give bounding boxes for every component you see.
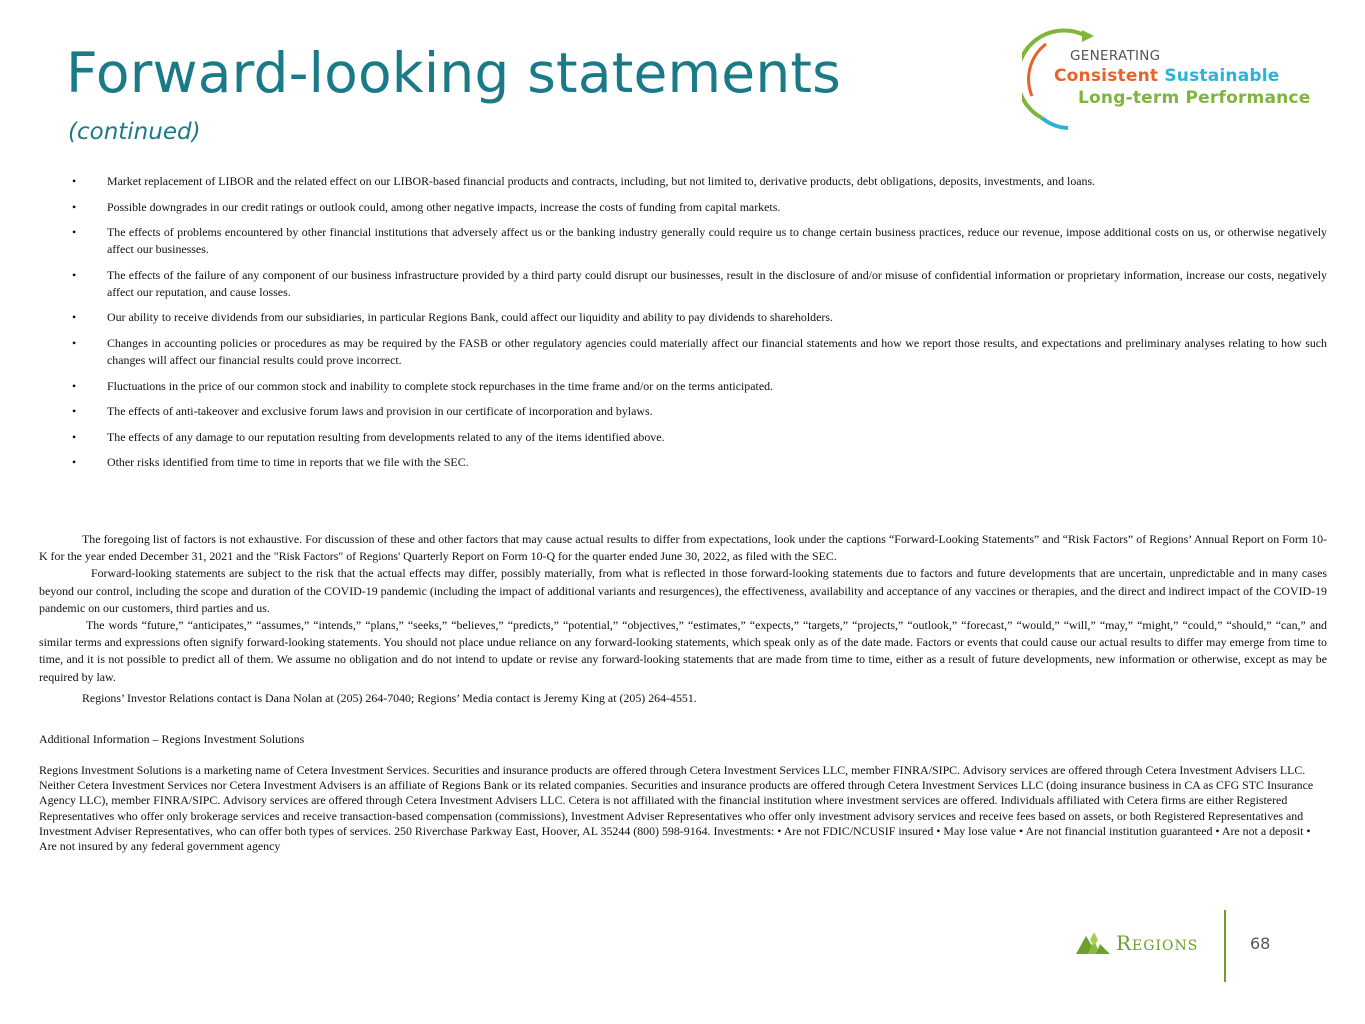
list-item-text: Market replacement of LIBOR and the related effect on our LIBOR-based financial products and contracts, including, but not limited to, derivative products, debt obligations, deposits, investments, and loans. [107,174,1096,188]
list-item [72,429,1327,446]
regions-pyramid-icon [1074,930,1112,956]
disclaimer-paragraph-risk: Forward-looking statements are subject to the risk that the actual effects may differ, possibly materially, from what is reflected in those forward-looking statements due to factors and future developments that are uncertain, unpredictable and in many cases beyond our control, including the scope and duration of the COVID-19 pandemic (including the impact of additional variants and resurgences), the effectiveness, availability and acceptance of any vaccines or therapies, and the direct and indirect impact of the COVID-19 pandemic on our customers, third parties and us. [39,566,1327,615]
bullet-marker: • [72,310,77,325]
contact-line: Regions’ Investor Relations contact is Dana Nolan at (205) 264-7040; Regions’ Media contact is Jeremy King at (205) 264-4551. [82,691,697,705]
page-title: Forward-looking statements [66,41,842,105]
list-item [72,335,1327,369]
bullet-marker: • [72,267,77,282]
list-item [72,403,1327,420]
disclaimer-paragraph-words: The words “future,” “anticipates,” “assumes,” “intends,” “plans,” “seeks,” “believes,” “predicts,” “potential,” “objectives,” “estimates,” “expects,” “targets,” “projects,” “outlook,” “forecast,” “would,” “will,” “may,” “might,” “could,” “should,” “can,” and similar terms and expressions often signify forward-looking statements. You should not place undue reliance on any forward-looking statements, which speak only as of the date made. Factors or events that could cause our actual results to differ may emerge from time to time, and it is not possible to predict all of them. We assume no obligation and do not intend to update or revise any forward-looking statements that are made from time to time, either as a result of future developments, new information or otherwise, except as may be required by law. [39,618,1327,684]
list-item-text: Changes in accounting policies or procedures as may be required by the FASB or other regulatory agencies could materially affect our financial statements and how we report those results, and expectations and preliminary analyses relating to how such changes will affect our financial results could prove incorrect. [107,335,1327,367]
list-item [72,267,1327,301]
disclaimer-body [39,531,1327,686]
bullet-marker: • [72,455,77,470]
list-item-text: The effects of the failure of any component of our business infrastructure provided by a third party could disrupt our businesses, result in the disclosure of and/or misuse of confidential information or proprietary information, increase our costs, negatively affect our reputation, and cause losses. [107,267,1327,299]
list-item-text: The effects of any damage to our reputation resulting from developments related to any of the items identified above. [107,429,665,444]
additional-info-heading: Additional Information – Regions Investment Solutions [39,732,305,746]
page-number: 68 [1250,934,1271,953]
footer-divider [1224,910,1226,982]
list-item-text: Our ability to receive dividends from our subsidiaries, in particular Regions Bank, could affect our liquidity and ability to pay dividends to shareholders. [107,310,833,325]
tagline-long-term: Long-term Performance [1078,88,1311,108]
list-item [72,173,1327,190]
list-item [72,454,1327,471]
bullet-marker: • [72,404,77,419]
list-item-text: The effects of anti-takeover and exclusive forum laws and provision in our certificate of incorporation and bylaws. [107,404,653,419]
list-item-text: The effects of problems encountered by other financial institutions that adversely affect us or the banking industry generally could require us to change certain business practices, reduce our revenue, impose additional costs on us, or otherwise negatively affect our businesses. [107,225,1327,257]
bullet-marker: • [72,199,77,214]
additional-info-text: Regions Investment Solutions is a marketing name of Cetera Investment Services. Securities and insurance products are offered through Cetera Investment Services LLC, member FINRA/SIPC. Advisory services are offered through Cetera Investment Advisers LLC. Neither Cetera Investment Services nor Cetera Investment Advisers is an affiliate of Regions Bank or its related companies. Securities and insurance products are offered through Cetera Investment Services LLC (doing insurance business in CA as CFG STC Insurance Agency LLC), member FINRA/SIPC. Advisory services are offered through Cetera Investment Advisers LLC. Cetera is not affiliated with the financial institution where investment services are offered. Individuals affiliated with Cetera firms are either Registered Representatives who offer only brokerage services and receive transaction-based compensation (commissions), Investment Adviser Representatives who offer only investment advisory services and receive fees based on assets, or both Registered Representatives and Investment Adviser Representatives, who can offer both types of services. 250 Riverchase Parkway East, Hoover, AL 35244 (800) 598-9164. Investments: • Are not FDIC/NCUSIF insured • May lose value • Are not financial institution guaranteed • Are not a deposit • Are not insured by any federal government agency [39,763,1314,854]
list-item [72,199,1327,216]
bullet-marker: • [72,378,77,393]
regions-logo [1074,928,1224,958]
tagline-sustainable: Sustainable [1164,66,1280,86]
list-item [72,378,1327,395]
tagline-consistent: Consistent [1054,66,1159,86]
list-item [72,309,1327,326]
bullet-marker: • [72,174,77,188]
tagline-logo [1022,26,1322,132]
bullet-marker: • [72,225,77,240]
tagline-line-2 [1054,66,1280,86]
disclaimer-paragraph-factors: The foregoing list of factors is not exhaustive. For discussion of these and other factors that may cause actual results to differ from expectations, look under the captions “Forward-Looking Statements” and “Risk Factors” of Regions’ Annual Report on Form 10-K for the year ended December 31, 2021 and the "Risk Factors" of Regions' Quarterly Report on Form 10-Q for the quarter ended June 30, 2022, as filed with the SEC. [39,532,1327,564]
list-item-text: Fluctuations in the price of our common stock and inability to complete stock repurchases in the time frame and/or on the terms anticipated. [107,378,774,393]
bullet-marker: • [72,429,77,444]
bullet-marker: • [72,335,77,350]
page-subtitle: (continued) [68,119,201,145]
risk-factor-list [72,173,1327,480]
list-item [72,224,1327,258]
list-item-text: Other risks identified from time to time in reports that we file with the SEC. [107,455,469,470]
tagline-generating: GENERATING [1070,48,1161,64]
list-item-text: Possible downgrades in our credit ratings or outlook could, among other negative impacts, increase the costs of funding from capital markets. [107,199,781,214]
regions-wordmark: Regions [1116,931,1199,955]
